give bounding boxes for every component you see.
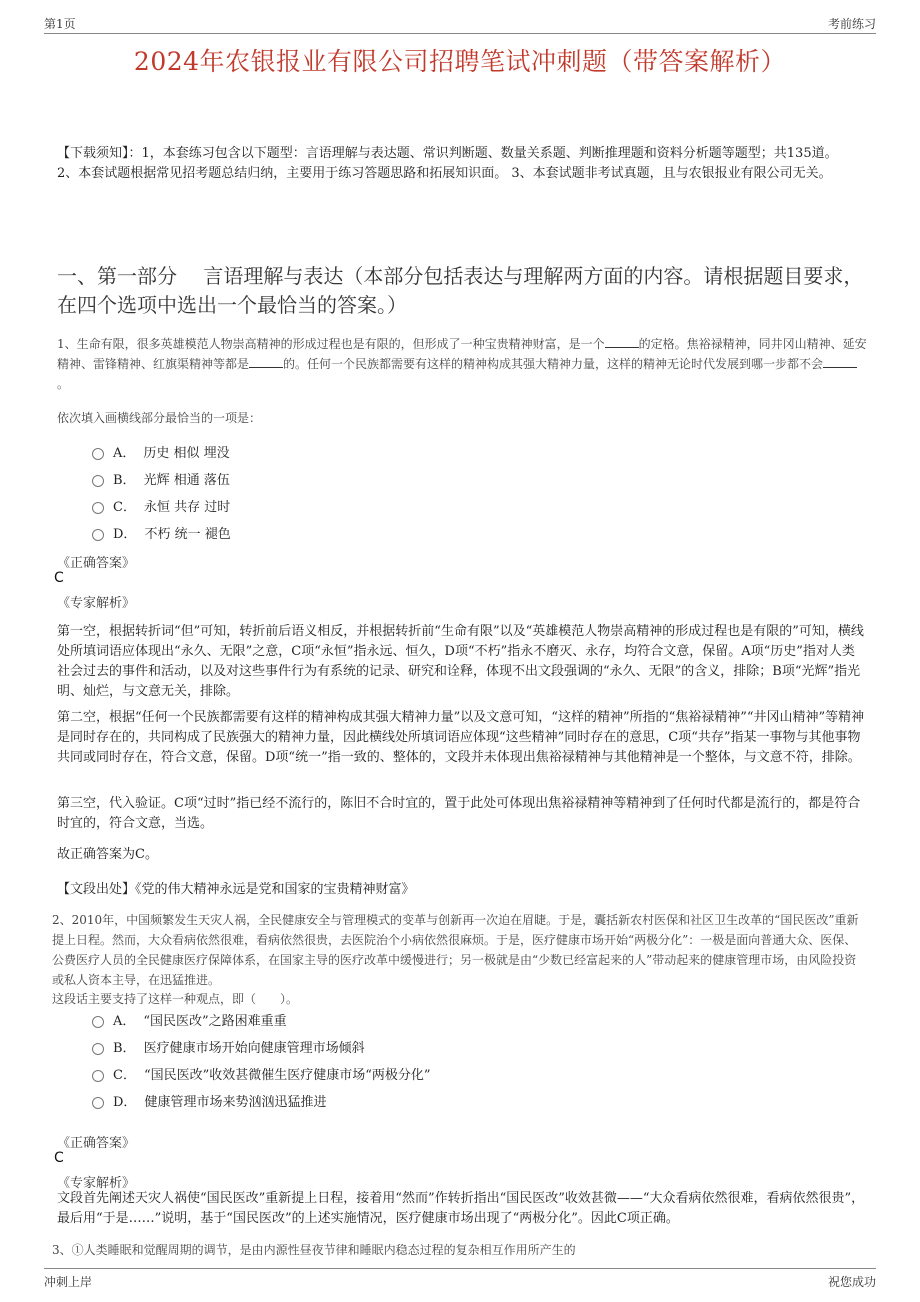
answer-value: C <box>54 570 64 586</box>
radio-icon[interactable] <box>92 475 104 487</box>
question-2-text: 2、2010年，中国频繁发生天灾人祸，全民健康安全与管理模式的变革与创新再一次迫在眉睫。于是，囊括新农村医保和社区卫生改革的“国民医改”重新提上日程。然而，大众看病依然很难，看病依然很贵，去医院治个小病依然很麻烦。于是，医疗健康市场开始“两极分化”：一极是面向普通大众、医保、公费医疗人员的全民健康医疗保障体系，在国家主导的医疗改革中缓慢进行；另一极就是由“少数已经富起来的人”带动起来的健康管理市场，由风险投资或私人资本主导，在迅猛推进。 <box>52 913 859 987</box>
page-number: 第1页 <box>44 17 76 31</box>
analysis-label: 《专家解析》 <box>57 596 136 611</box>
radio-icon[interactable] <box>92 448 104 460</box>
question-1-option-b[interactable]: B． 光辉 相通 落伍 <box>92 468 230 488</box>
blank-line <box>823 356 857 368</box>
question-1-option-d[interactable]: D． 不朽 统一 褪色 <box>92 522 231 542</box>
radio-icon[interactable] <box>92 1016 104 1028</box>
radio-icon[interactable] <box>92 529 104 541</box>
analysis-conclusion: 故正确答案为C。 <box>57 847 158 862</box>
analysis-label: 《专家解析》 <box>57 1176 136 1191</box>
answer-label: 《正确答案》 <box>57 556 136 571</box>
question-1-option-c[interactable]: C． 永恒 共存 过时 <box>92 495 230 515</box>
download-notice: 【下载须知】：1，本套练习包含以下题型：言语理解与表达题、常识判断题、数量关系题、判断推理题和资料分析题等题型；共135道。 2、本套试题根据常见招考题总结归纳，主要用于练习答题思路和拓展知识面。 3、本套试题非考试真题，且与农银报业有限公司无关。 <box>57 146 838 181</box>
question-2-option-c[interactable]: C． “国民医改”收效甚微催生医疗健康市场“两极分化” <box>92 1063 431 1083</box>
question-2-prompt: 这段话主要支持了这样一种观点，即（ ）。 <box>52 992 299 1006</box>
blank-line <box>249 356 283 368</box>
radio-icon[interactable] <box>92 1097 104 1109</box>
footer-left: 冲刺上岸 <box>44 1275 93 1289</box>
section-heading: 一、第一部分 言语理解与表达（本部分包括表达与理解两方面的内容。请根据题目要求，在四个选项中选出一个最恰当的答案。） <box>57 264 864 317</box>
radio-icon[interactable] <box>92 502 104 514</box>
radio-icon[interactable] <box>92 1043 104 1055</box>
question-1-option-a[interactable]: A． 历史 相似 埋没 <box>92 441 230 461</box>
blank-line <box>605 336 639 348</box>
analysis-paragraph: 第二空，根据“任何一个民族都需要有这样的精神构成其强大精神力量”以及文意可知，“这样的精神”所指的“焦裕禄精神”“井冈山精神”等精神是同时存在的，共同构成了民族强大的精神力量，因此横线处所填词语应体现“这些精神”同时存在的意思，C项“共存”指某一事物与其他事物共同或同时存在，符合文意，保留。D项“统一”指一致的、整体的，文段并未体现出焦裕禄精神与其他精神是一个整体，与文意不符，排除。 <box>57 710 865 765</box>
answer-label: 《正确答案》 <box>57 1136 136 1151</box>
page-title: 2024年农银报业有限公司招聘笔试冲刺题（带答案解析） <box>133 47 787 76</box>
footer-divider <box>44 1268 876 1269</box>
footer-right: 祝您成功 <box>827 1275 876 1289</box>
analysis-paragraph: 文段首先阐述天灾人祸使“国民医改”重新提上日程，接着用“然而”作转折指出“国民医改”收效甚微——“大众看病依然很难，看病依然很贵”，最后用“于是……”说明，基于“国民医改”的上述实施情况，医疗健康市场出现了“两极分化”。因此C项正确。 <box>57 1191 865 1226</box>
question-1-prompt: 依次填入画横线部分最恰当的一项是： <box>57 411 262 425</box>
analysis-paragraph: 第一空，根据转折词“但”可知，转折前后语义相反，并根据转折前“生命有限”以及“英雄模范人物崇高精神的形成过程也是有限的”可知，横线处所填词语应体现出“永久、无限”之意，C项“永恒”指永远、恒久，D项“不朽”指永不磨灭、永存，均符合文意，保留。A项“历史”指对人类社会过去的事件和活动，以及对这些事件行为有系统的记录、研究和诠释，体现不出文段强调的“永久、无限”的含义，排除；B项“光辉”指光明、灿烂，与文意无关，排除。 <box>57 624 864 699</box>
source-citation: 【文段出处】《党的伟大精神永远是党和国家的宝贵精神财富》 <box>57 882 415 897</box>
header-label: 考前练习 <box>827 17 876 31</box>
question-3-text: 3、①人类睡眠和觉醒周期的调节，是由内源性昼夜节律和睡眠内稳态过程的复杂相互作用所产生的 <box>52 1243 576 1257</box>
question-2-option-a[interactable]: A． “国民医改”之路困难重重 <box>92 1009 287 1029</box>
header-divider <box>44 33 876 34</box>
answer-value: C <box>54 1150 64 1166</box>
question-2-option-d[interactable]: D． 健康管理市场来势汹汹迅猛推进 <box>92 1090 326 1110</box>
analysis-paragraph: 第三空，代入验证。C项“过时”指已经不流行的，陈旧不合时宜的，置于此处可体现出焦裕禄精神等精神到了任何时代都是流行的，都是符合时宜的，符合文意，当选。 <box>57 796 861 831</box>
radio-icon[interactable] <box>92 1070 104 1082</box>
question-2-option-b[interactable]: B． 医疗健康市场开始向健康管理市场倾斜 <box>92 1036 365 1056</box>
question-1-text: 1、生命有限，很多英雄模范人物崇高精神的形成过程也是有限的，但形成了一种宝贵精神财富，是一个 的定格。焦裕禄精神，同井冈山精神、延安精神、雷锋精神、红旗渠精神等都是 的。任何一个民族都需要有这样的精神构成其强大精神力量，这样的精神无论时代发展到哪一步都不会。 <box>57 337 867 391</box>
